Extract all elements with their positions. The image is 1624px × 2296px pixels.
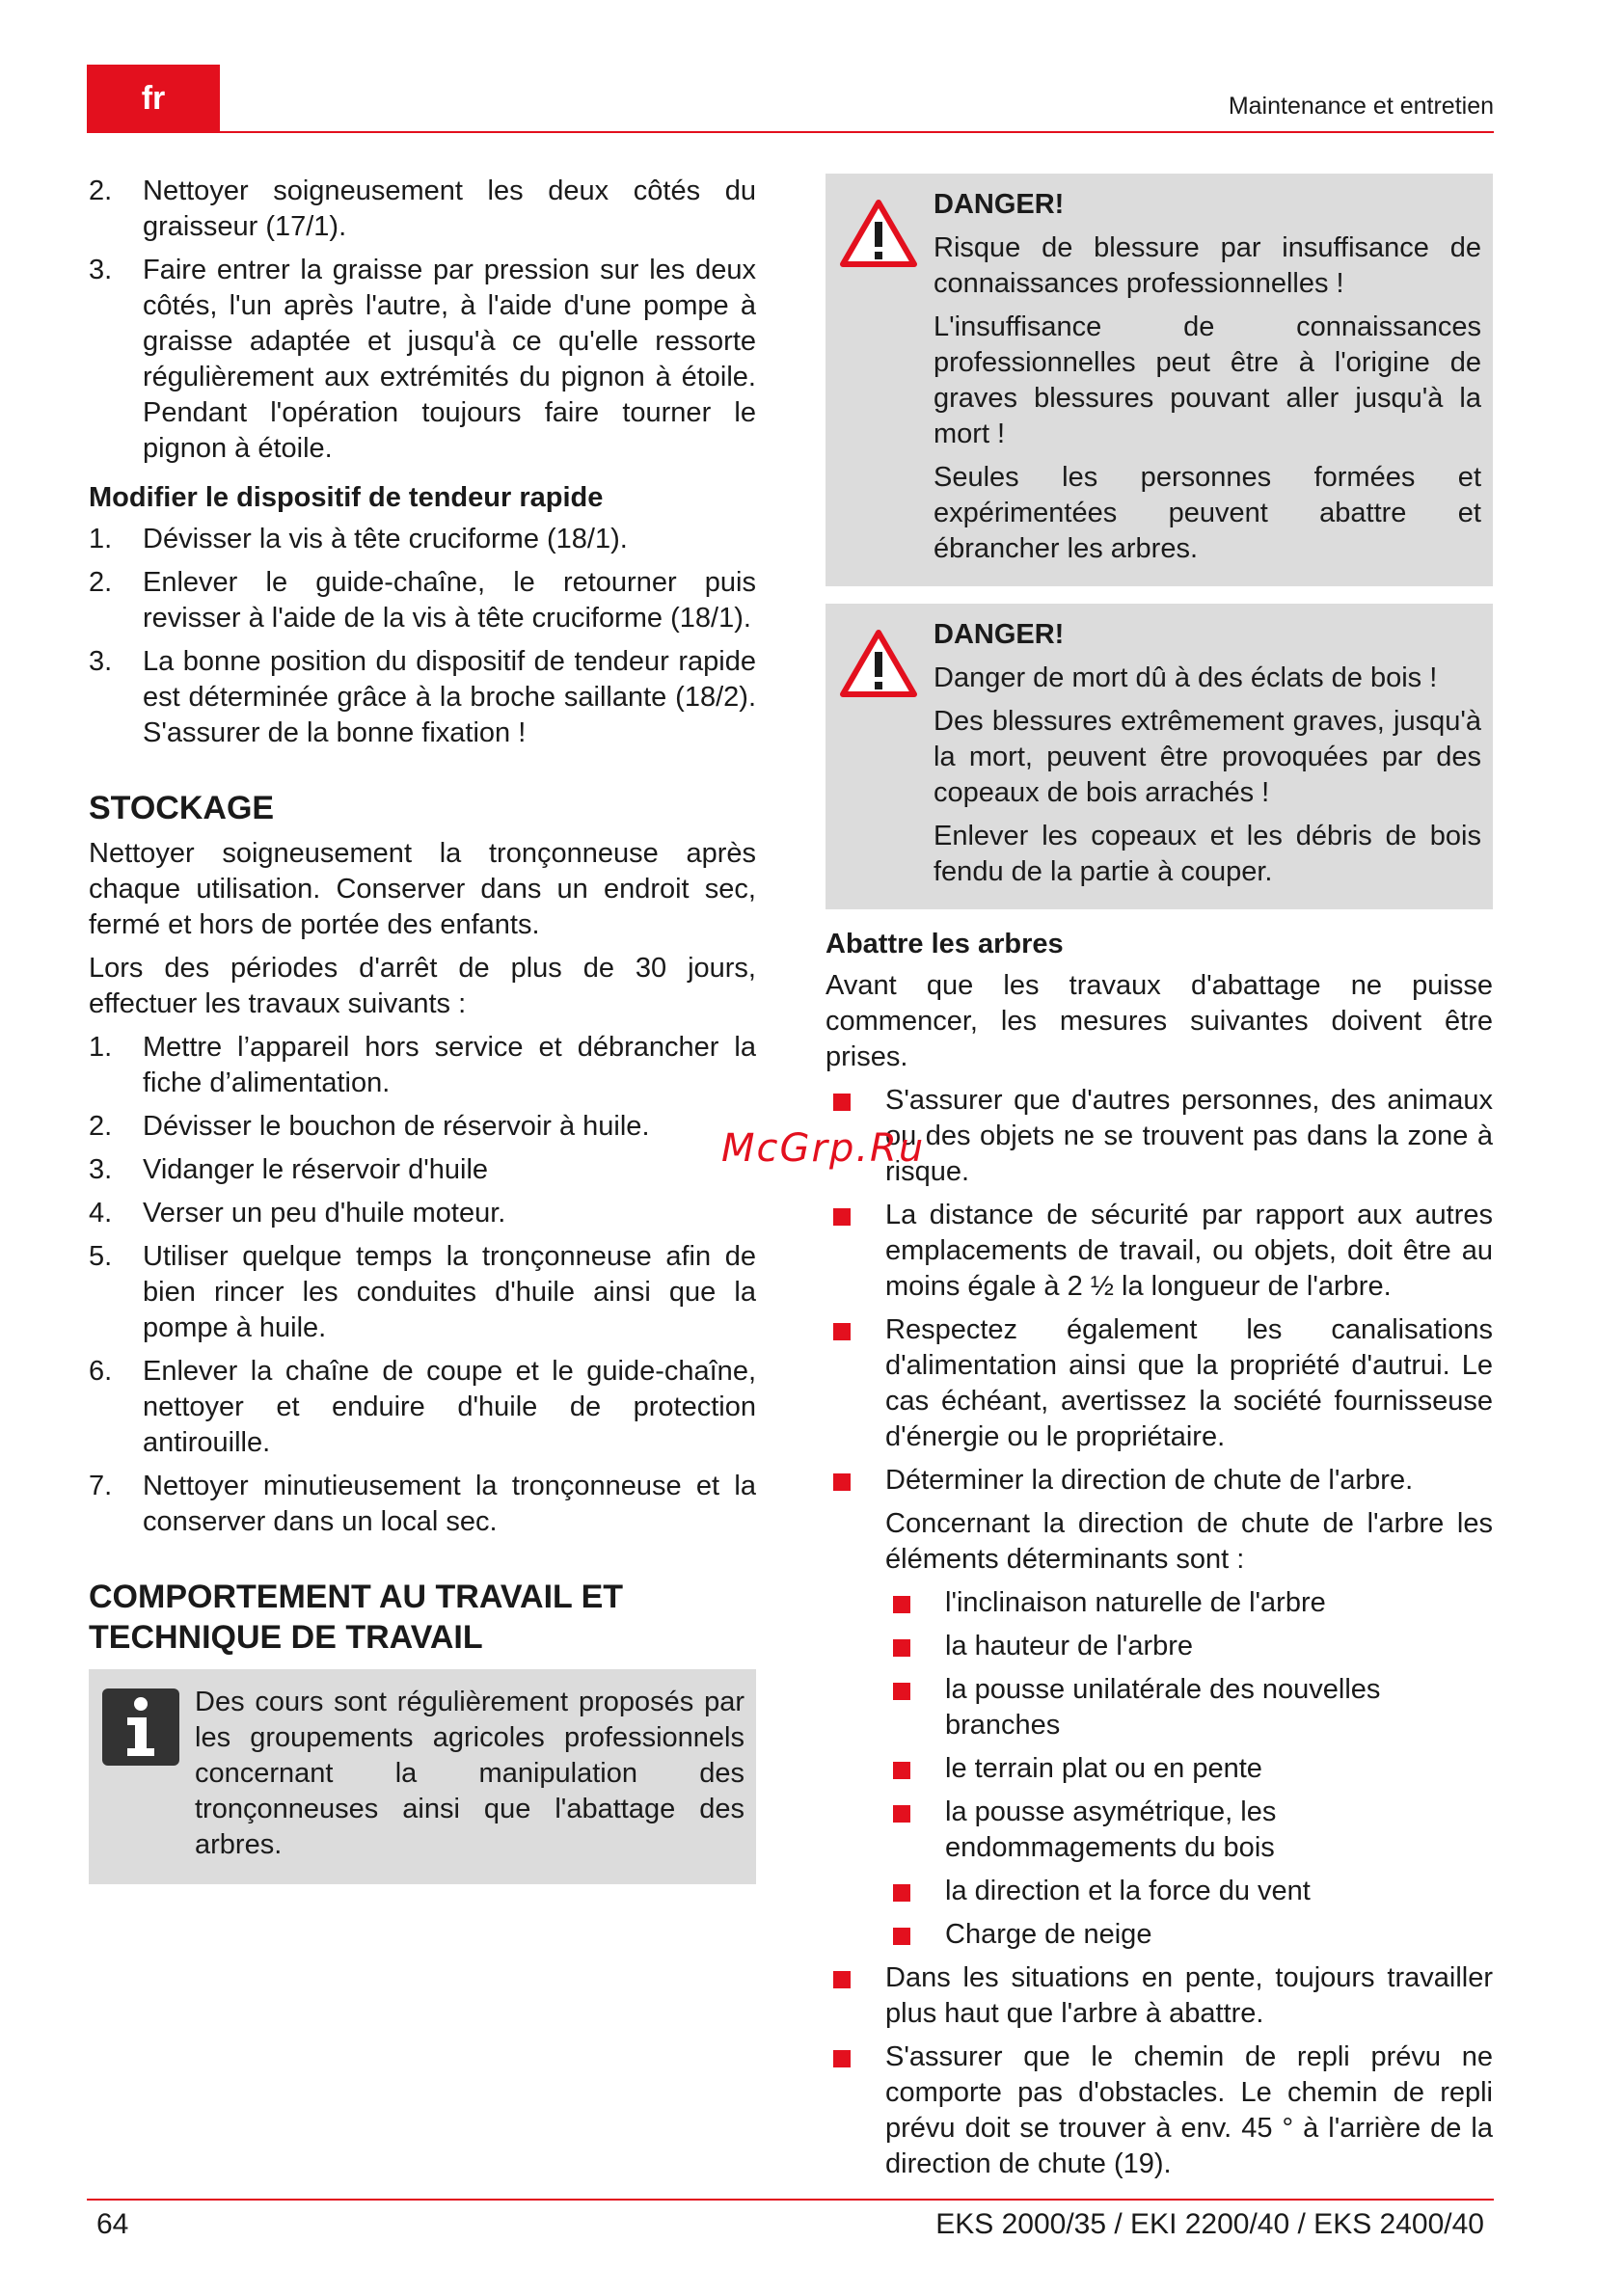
model-line: EKS 2000/35 / EKI 2200/40 / EKS 2400/40 [935, 2208, 1484, 2240]
warning-triangle-icon [839, 617, 918, 898]
danger-text: Des blessures extrêmement graves, jusqu'à la mort, peuvent être provoquées par des copeaux de bois arrachés ! [934, 706, 1481, 808]
list-item [89, 644, 756, 751]
watermark: McGrp.Ru [721, 1126, 926, 1171]
step-text: Enlever la chaîne de coupe et le guide-chaîne, nettoyer et enduire d'huile de protection antirouille. [143, 1356, 756, 1458]
step-number: 7. [89, 1471, 113, 1501]
step-number: 3. [89, 646, 113, 677]
sub-list-item: Charge de neige [885, 1917, 1493, 1953]
storage-paragraph: Nettoyer soigneusement la tronçonneuse après chaque utilisation. Conserver dans un endroit sec, fermé et hors de portée des enfants. [89, 838, 756, 940]
step-text: Verser un peu d'huile moteur. [143, 1198, 506, 1229]
storage-steps [89, 1030, 756, 1540]
behaviour-heading-line1: COMPORTEMENT AU TRAVAIL ET [89, 1579, 624, 1615]
danger-title: DANGER! [934, 619, 1065, 650]
danger-text: Enlever les copeaux et les débris de bois fendu de la partie à couper. [934, 821, 1481, 887]
list-item: Respectez également les canalisations d'alimentation ainsi que la propriété d'autrui. Le cas échéant, avertissez la société fournisseuse d'énergie ou le propriétaire. [826, 1312, 1493, 1455]
step-number: 3. [89, 255, 113, 285]
header-rule [87, 131, 1494, 133]
info-box [89, 1669, 756, 1884]
list-item [89, 1239, 756, 1346]
step-text: Enlever le guide-chaîne, le retourner puis revisser à l'aide de la vis à tête cruciforme (18/1). [143, 567, 756, 634]
step-number: 4. [89, 1198, 113, 1229]
sub-list-item: la hauteur de l'arbre [885, 1629, 1493, 1664]
list-item [89, 253, 756, 467]
felling-bullets [826, 1083, 1493, 2182]
step-text: Dévisser le bouchon de réservoir à huile. [143, 1111, 650, 1142]
danger-text: Risque de blessure par insuffisance de connaissances professionnelles ! [934, 232, 1481, 299]
step-number: 1. [89, 1032, 113, 1063]
danger-box [826, 174, 1493, 586]
list-item: S'assurer que d'autres personnes, des animaux ou des objets ne se trouvent pas dans la zone à risque. [826, 1083, 1493, 1190]
sub-list-item: la direction et la force du vent [885, 1874, 1493, 1909]
language-tab: fr [87, 65, 220, 132]
step-text: Nettoyer minutieusement la tronçonneuse et la conserver dans un local sec. [143, 1471, 756, 1537]
direction-note: Concernant la direction de chute de l'arbre les éléments déterminants sont : [885, 1508, 1493, 1575]
list-item: S'assurer que le chemin de repli prévu ne comporte pas d'obstacles. Le chemin de repli prévu doit se trouver à env. 45 ° à l'arrière de la direction de chute (19). [826, 2039, 1493, 2182]
info-icon [102, 1688, 179, 1766]
behaviour-heading-line2: TECHNIQUE DE TRAVAIL [89, 1619, 483, 1656]
right-column [826, 174, 1493, 2190]
list-item-text: Déterminer la direction de chute de l'arbre. [885, 1465, 1414, 1496]
step-number: 2. [89, 567, 113, 598]
direction-factors [885, 1585, 1493, 1953]
felling-intro: Avant que les travaux d'abattage ne puisse commencer, les mesures suivantes doivent être prises. [826, 970, 1493, 1072]
danger-text: Seules les personnes formées et expérimentées peuvent abattre et ébrancher les arbres. [934, 462, 1481, 564]
step-number: 2. [89, 176, 113, 206]
danger-body [934, 617, 1481, 898]
step-number: 1. [89, 524, 113, 554]
step-text: Utiliser quelque temps la tronçonneuse afin de bien rincer les conduites d'huile ainsi que la pompe à huile. [143, 1241, 756, 1343]
step-number: 2. [89, 1111, 113, 1142]
danger-box [826, 604, 1493, 909]
danger-text: L'insuffisance de connaissances professionnelles peut être à l'origine de graves blessures pouvant aller jusqu'à la mort ! [934, 311, 1481, 449]
tensioner-steps [89, 522, 756, 751]
felling-heading: Abattre les arbres [826, 929, 1064, 959]
step-text: La bonne position du dispositif de tendeur rapide est déterminée grâce à la broche saillante (18/2). S'assurer de la bonne fixation ! [143, 646, 756, 748]
sub-list-item: la pousse unilatérale des nouvelles branches [885, 1672, 1493, 1743]
list-item [89, 1152, 756, 1188]
footer-rule [87, 2199, 1494, 2201]
step-number: 6. [89, 1356, 113, 1387]
danger-body [934, 187, 1481, 575]
danger-text: Danger de mort dû à des éclats de bois ! [934, 662, 1438, 693]
warning-triangle-icon [839, 187, 918, 575]
info-text: Des cours sont régulièrement proposés par les groupements agricoles professionnels concernant la manipulation des tronçonneuses ainsi que l'abattage des arbres. [195, 1687, 744, 1860]
list-item [89, 565, 756, 636]
step-text: Vidanger le réservoir d'huile [143, 1154, 489, 1185]
step-number: 3. [89, 1154, 113, 1185]
grease-steps [89, 174, 756, 467]
storage-heading: STOCKAGE [89, 790, 275, 826]
list-item [89, 522, 756, 557]
left-column [89, 174, 756, 1884]
list-item [89, 1196, 756, 1231]
sub-list-item: la pousse asymétrique, les endommagements du bois [885, 1795, 1493, 1866]
section-title: Maintenance et entretien [1228, 93, 1494, 120]
list-item [89, 1354, 756, 1461]
step-text: Dévisser la vis à tête cruciforme (18/1). [143, 524, 628, 554]
step-text: Faire entrer la graisse par pression sur les deux côtés, l'un après l'autre, à l'aide d'une pompe à graisse adaptée et jusqu'à ce qu'elle ressorte régulièrement aux extrémités du pignon à étoile. Pendant l'opération toujours faire tourner le pignon à étoile. [143, 255, 756, 464]
list-item: La distance de sécurité par rapport aux autres emplacements de travail, ou objets, doit être au moins égale à 2 ½ la longueur de l'arbre. [826, 1198, 1493, 1305]
sub-list-item: l'inclinaison naturelle de l'arbre [885, 1585, 1493, 1621]
tensioner-heading: Modifier le dispositif de tendeur rapide [89, 482, 604, 513]
danger-title: DANGER! [934, 189, 1065, 220]
list-item: Dans les situations en pente, toujours travailler plus haut que l'arbre à abattre. [826, 1960, 1493, 2032]
step-number: 5. [89, 1241, 113, 1272]
list-item [826, 1463, 1493, 1953]
behaviour-heading [89, 1577, 756, 1658]
list-item [89, 1109, 756, 1145]
storage-paragraph: Lors des périodes d'arrêt de plus de 30 jours, effectuer les travaux suivants : [89, 953, 756, 1019]
page-number: 64 [96, 2208, 129, 2240]
sub-list-item: le terrain plat ou en pente [885, 1751, 1493, 1787]
list-item [89, 174, 756, 245]
list-item [89, 1030, 756, 1101]
step-text: Mettre l’appareil hors service et débrancher la fiche d’alimentation. [143, 1032, 756, 1098]
list-item [89, 1469, 756, 1540]
step-text: Nettoyer soigneusement les deux côtés du graisseur (17/1). [143, 176, 756, 242]
